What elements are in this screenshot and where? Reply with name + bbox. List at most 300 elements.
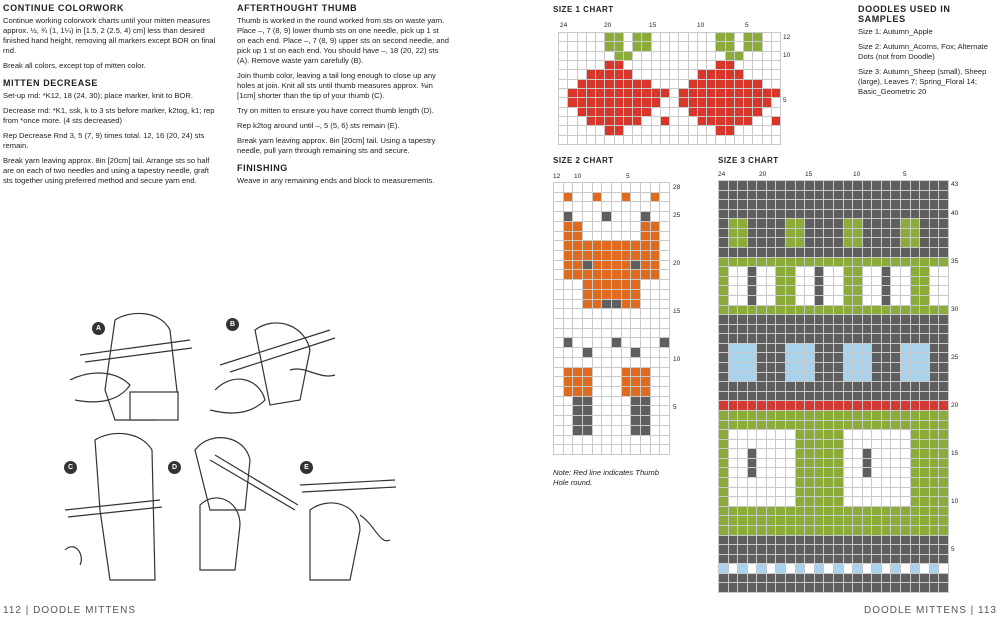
chart-cell <box>796 191 806 201</box>
chart-cell <box>719 430 729 440</box>
chart-cell <box>767 363 777 373</box>
chart-cell <box>605 89 614 98</box>
chart-cell <box>863 507 873 517</box>
chart-cell <box>631 348 641 358</box>
chart-cell <box>633 136 642 145</box>
chart-cell <box>834 497 844 507</box>
chart-cell <box>939 210 949 220</box>
chart-cell <box>872 564 882 574</box>
chart-cell <box>602 193 612 203</box>
chart-cell <box>729 286 739 296</box>
chart-cell <box>763 42 772 51</box>
chart-cell <box>554 348 564 358</box>
size2-row-15: 15 <box>673 308 681 315</box>
chart-cell <box>901 191 911 201</box>
chart-cell <box>738 583 748 593</box>
chart-cell <box>891 488 901 498</box>
chart-cell <box>641 338 651 348</box>
chart-cell <box>652 98 661 107</box>
chart-cell <box>559 98 568 107</box>
chart-cell <box>748 583 758 593</box>
chart-cell <box>891 363 901 373</box>
chart-cell <box>930 248 940 258</box>
chart-cell <box>660 300 670 310</box>
chart-cell <box>891 210 901 220</box>
chart-cell <box>772 98 781 107</box>
chart-cell <box>834 306 844 316</box>
chart-cell <box>901 468 911 478</box>
chart-cell <box>853 392 863 402</box>
chart-cell <box>939 564 949 574</box>
chart-cell <box>824 325 834 335</box>
chart-cell <box>729 210 739 220</box>
chart-cell <box>596 70 605 79</box>
chart-cell <box>844 564 854 574</box>
chart-cell <box>763 136 772 145</box>
chart-cell <box>911 363 921 373</box>
chart-cell <box>726 126 735 135</box>
chart-cell <box>772 117 781 126</box>
chart-cell <box>911 449 921 459</box>
chart-cell <box>559 126 568 135</box>
chart-cell <box>853 344 863 354</box>
chart-cell <box>815 296 825 306</box>
chart-cell <box>757 382 767 392</box>
chart-cell <box>772 80 781 89</box>
chart-cell <box>719 564 729 574</box>
chart-cell <box>573 280 583 290</box>
chart-cell <box>872 286 882 296</box>
chart-cell <box>767 229 777 239</box>
chart-cell <box>631 416 641 426</box>
chart-cell <box>679 42 688 51</box>
chart-cell <box>786 382 796 392</box>
chart-cell <box>631 251 641 261</box>
chart-cell <box>805 325 815 335</box>
chart-cell <box>767 306 777 316</box>
chart-cell <box>786 440 796 450</box>
chart-cell <box>930 258 940 268</box>
chart-cell <box>612 280 622 290</box>
chart-cell <box>853 488 863 498</box>
chart-cell <box>939 238 949 248</box>
chart-cell <box>834 574 844 584</box>
chart-cell <box>776 382 786 392</box>
chart-cell <box>805 248 815 258</box>
chart-cell <box>651 416 661 426</box>
chart-cell <box>593 368 603 378</box>
chart-cell <box>872 507 882 517</box>
chart-cell <box>920 583 930 593</box>
chart-cell <box>863 421 873 431</box>
chart-cell <box>602 183 612 193</box>
chart-cell <box>729 574 739 584</box>
chart-cell <box>796 468 806 478</box>
chart-cell <box>844 306 854 316</box>
setup-round: Set-up rnd: *K12, 18 (24, 30); place marker, knit to BOR. <box>3 91 193 100</box>
chart-cell <box>911 564 921 574</box>
chart-cell <box>719 325 729 335</box>
chart-cell <box>738 229 748 239</box>
chart-cell <box>729 315 739 325</box>
chart-cell <box>587 117 596 126</box>
chart-cell <box>920 219 930 229</box>
chart-cell <box>670 108 679 117</box>
chart-cell <box>554 212 564 222</box>
chart-cell <box>844 248 854 258</box>
chart-cell <box>651 241 661 251</box>
chart-cell <box>564 300 574 310</box>
chart-cell <box>660 261 670 271</box>
chart-cell <box>776 536 786 546</box>
chart-cell <box>651 348 661 358</box>
chart-cell <box>612 426 622 436</box>
chart-cell <box>679 80 688 89</box>
chart-cell <box>719 306 729 316</box>
chart-cell <box>729 430 739 440</box>
label-d: D <box>168 461 181 474</box>
chart-cell <box>698 42 707 51</box>
chart-cell <box>920 507 930 517</box>
size2-tick-10: 10 <box>574 173 582 180</box>
chart-cell <box>786 334 796 344</box>
size3-title: SIZE 3 CHART <box>718 156 779 165</box>
chart-cell <box>748 545 758 555</box>
chart-cell <box>631 387 641 397</box>
chart-cell <box>729 363 739 373</box>
chart-cell <box>729 488 739 498</box>
chart-cell <box>872 459 882 469</box>
chart-cell <box>738 191 748 201</box>
chart-cell <box>776 564 786 574</box>
chart-cell <box>748 478 758 488</box>
chart-cell <box>767 526 777 536</box>
chart-cell <box>689 117 698 126</box>
chart-cell <box>891 440 901 450</box>
chart-cell <box>554 222 564 232</box>
chart-cell <box>719 344 729 354</box>
chart-cell <box>882 200 892 210</box>
chart-cell <box>767 468 777 478</box>
chart-cell <box>738 210 748 220</box>
chart-cell <box>805 353 815 363</box>
chart-cell <box>834 296 844 306</box>
chart-cell <box>901 334 911 344</box>
chart-cell <box>815 468 825 478</box>
chart-cell <box>719 315 729 325</box>
chart-cell <box>786 191 796 201</box>
chart-cell <box>786 373 796 383</box>
chart-cell <box>853 545 863 555</box>
chart-cell <box>631 232 641 242</box>
chart-cell <box>612 406 622 416</box>
chart-cell <box>641 241 651 251</box>
chart-cell <box>748 191 758 201</box>
chart-cell <box>757 488 767 498</box>
chart-cell <box>891 583 901 593</box>
chart-cell <box>661 126 670 135</box>
chart-cell <box>748 507 758 517</box>
chart-cell <box>744 89 753 98</box>
chart-cell <box>786 181 796 191</box>
chart-cell <box>901 583 911 593</box>
chart-cell <box>738 296 748 306</box>
chart-cell <box>767 238 777 248</box>
chart-cell <box>853 373 863 383</box>
chart-cell <box>738 334 748 344</box>
chart-cell <box>882 306 892 316</box>
chart-cell <box>767 583 777 593</box>
chart-cell <box>748 296 758 306</box>
chart-cell <box>651 377 661 387</box>
chart-cell <box>602 387 612 397</box>
chart-cell <box>612 338 622 348</box>
chart-cell <box>805 555 815 565</box>
chart-cell <box>824 334 834 344</box>
chart-cell <box>587 108 596 117</box>
chart-cell <box>660 212 670 222</box>
chart-cell <box>738 421 748 431</box>
chart-cell <box>641 193 651 203</box>
chart-cell <box>767 564 777 574</box>
chart-cell <box>641 290 651 300</box>
chart-cell <box>767 219 777 229</box>
chart-cell <box>882 574 892 584</box>
chart-cell <box>753 61 762 70</box>
chart-cell <box>641 348 651 358</box>
chart-cell <box>872 315 882 325</box>
chart-cell <box>729 555 739 565</box>
chart-cell <box>593 309 603 319</box>
chart-cell <box>863 296 873 306</box>
chart-cell <box>891 478 901 488</box>
chart-cell <box>661 117 670 126</box>
chart-cell <box>602 202 612 212</box>
chart-cell <box>748 373 758 383</box>
chart-cell <box>911 459 921 469</box>
chart-cell <box>805 449 815 459</box>
chart-cell <box>622 377 632 387</box>
chart-cell <box>863 574 873 584</box>
chart-cell <box>776 363 786 373</box>
chart-cell <box>930 325 940 335</box>
chart-cell <box>772 108 781 117</box>
chart-cell <box>776 219 786 229</box>
chart-cell <box>602 338 612 348</box>
chart-cell <box>939 219 949 229</box>
chart-cell <box>605 80 614 89</box>
chart-cell <box>911 277 921 287</box>
chart-cell <box>882 430 892 440</box>
chart-cell <box>891 219 901 229</box>
thumb-hole-note: Note: Red line indicates Thumb Hole round. <box>553 468 659 487</box>
chart-cell <box>602 329 612 339</box>
chart-cell <box>593 436 603 446</box>
chart-cell <box>815 545 825 555</box>
chart-cell <box>882 238 892 248</box>
chart-cell <box>652 52 661 61</box>
chart-cell <box>578 61 587 70</box>
chart-cell <box>719 478 729 488</box>
chart-cell <box>767 545 777 555</box>
chart-cell <box>573 319 583 329</box>
chart-cell <box>622 183 632 193</box>
chart-cell <box>564 280 574 290</box>
chart-cell <box>757 325 767 335</box>
chart-cell <box>776 555 786 565</box>
chart-cell <box>757 459 767 469</box>
chart-cell <box>631 222 641 232</box>
chart-cell <box>748 516 758 526</box>
chart-cell <box>738 574 748 584</box>
chart-cell <box>772 61 781 70</box>
chart-cell <box>911 555 921 565</box>
chart-cell <box>939 401 949 411</box>
chart-cell <box>554 397 564 407</box>
chart-cell <box>633 117 642 126</box>
chart-cell <box>729 507 739 517</box>
chart-cell <box>573 368 583 378</box>
chart-cell <box>602 377 612 387</box>
chart-cell <box>738 325 748 335</box>
chart-cell <box>738 248 748 258</box>
chart-cell <box>863 373 873 383</box>
chart-cell <box>729 583 739 593</box>
size1-tick-10: 10 <box>697 22 705 29</box>
chart-cell <box>719 286 729 296</box>
chart-cell <box>776 334 786 344</box>
size1-row-10: 10 <box>783 52 791 59</box>
chart-cell <box>615 80 624 89</box>
chart-cell <box>593 329 603 339</box>
chart-cell <box>834 564 844 574</box>
chart-cell <box>824 353 834 363</box>
chart-cell <box>844 344 854 354</box>
chart-cell <box>872 296 882 306</box>
mitten-decrease-heading: MITTEN DECREASE <box>3 78 99 88</box>
chart-cell <box>660 183 670 193</box>
chart-cell <box>786 363 796 373</box>
chart-cell <box>698 70 707 79</box>
chart-cell <box>729 497 739 507</box>
chart-cell <box>920 536 930 546</box>
chart-cell <box>815 344 825 354</box>
chart-cell <box>805 334 815 344</box>
chart-cell <box>786 478 796 488</box>
chart-cell <box>719 536 729 546</box>
chart-cell <box>815 382 825 392</box>
chart-cell <box>735 126 744 135</box>
chart-cell <box>776 583 786 593</box>
chart-cell <box>882 373 892 383</box>
chart-cell <box>596 108 605 117</box>
chart-cell <box>776 411 786 421</box>
chart-cell <box>805 583 815 593</box>
chart-cell <box>689 136 698 145</box>
chart-cell <box>738 440 748 450</box>
chart-cell <box>796 583 806 593</box>
chart-cell <box>641 406 651 416</box>
chart-cell <box>573 406 583 416</box>
chart-cell <box>642 33 651 42</box>
chart-cell <box>748 411 758 421</box>
chart-cell <box>834 468 844 478</box>
chart-cell <box>863 306 873 316</box>
chart-cell <box>689 89 698 98</box>
chart-cell <box>786 564 796 574</box>
chart-cell <box>670 98 679 107</box>
chart-cell <box>901 536 911 546</box>
chart-cell <box>707 70 716 79</box>
chart-cell <box>872 468 882 478</box>
chart-cell <box>641 358 651 368</box>
chart-cell <box>834 583 844 593</box>
chart-cell <box>660 202 670 212</box>
chart-cell <box>757 536 767 546</box>
chart-cell <box>641 300 651 310</box>
chart-cell <box>679 126 688 135</box>
chart-cell <box>631 183 641 193</box>
chart-cell <box>891 449 901 459</box>
size2-tick-5: 5 <box>626 173 630 180</box>
doodles-size3: Size 3: Autumn_Sheep (small), Sheep (large), Leaves 7; Spring_Floral 14; Basic_Geometric 20 <box>858 67 987 96</box>
chart-cell <box>622 193 632 203</box>
chart-cell <box>863 219 873 229</box>
chart-cell <box>930 210 940 220</box>
chart-cell <box>670 89 679 98</box>
chart-cell <box>776 507 786 517</box>
chart-cell <box>930 545 940 555</box>
chart-cell <box>776 181 786 191</box>
chart-cell <box>863 353 873 363</box>
chart-cell <box>834 382 844 392</box>
chart-cell <box>815 459 825 469</box>
chart-cell <box>564 241 574 251</box>
chart-cell <box>834 210 844 220</box>
chart-cell <box>920 258 930 268</box>
chart-cell <box>729 536 739 546</box>
chart-cell <box>729 516 739 526</box>
chart-cell <box>583 377 593 387</box>
chart-cell <box>578 98 587 107</box>
chart-cell <box>930 306 940 316</box>
chart-cell <box>652 70 661 79</box>
chart-cell <box>748 526 758 536</box>
chart-cell <box>605 42 614 51</box>
chart-cell <box>689 70 698 79</box>
chart-cell <box>930 277 940 287</box>
chart-cell <box>911 334 921 344</box>
chart-cell <box>853 315 863 325</box>
chart-cell <box>624 89 633 98</box>
chart-cell <box>767 516 777 526</box>
chart-cell <box>660 222 670 232</box>
chart-cell <box>882 325 892 335</box>
chart-cell <box>593 426 603 436</box>
chart-cell <box>622 358 632 368</box>
chart-cell <box>872 258 882 268</box>
chart-cell <box>593 348 603 358</box>
chart-cell <box>853 468 863 478</box>
chart-cell <box>679 136 688 145</box>
chart-cell <box>748 497 758 507</box>
chart-cell <box>596 33 605 42</box>
chart-cell <box>698 108 707 117</box>
chart-cell <box>573 338 583 348</box>
chart-cell <box>757 574 767 584</box>
chart-cell <box>564 426 574 436</box>
chart-cell <box>642 42 651 51</box>
